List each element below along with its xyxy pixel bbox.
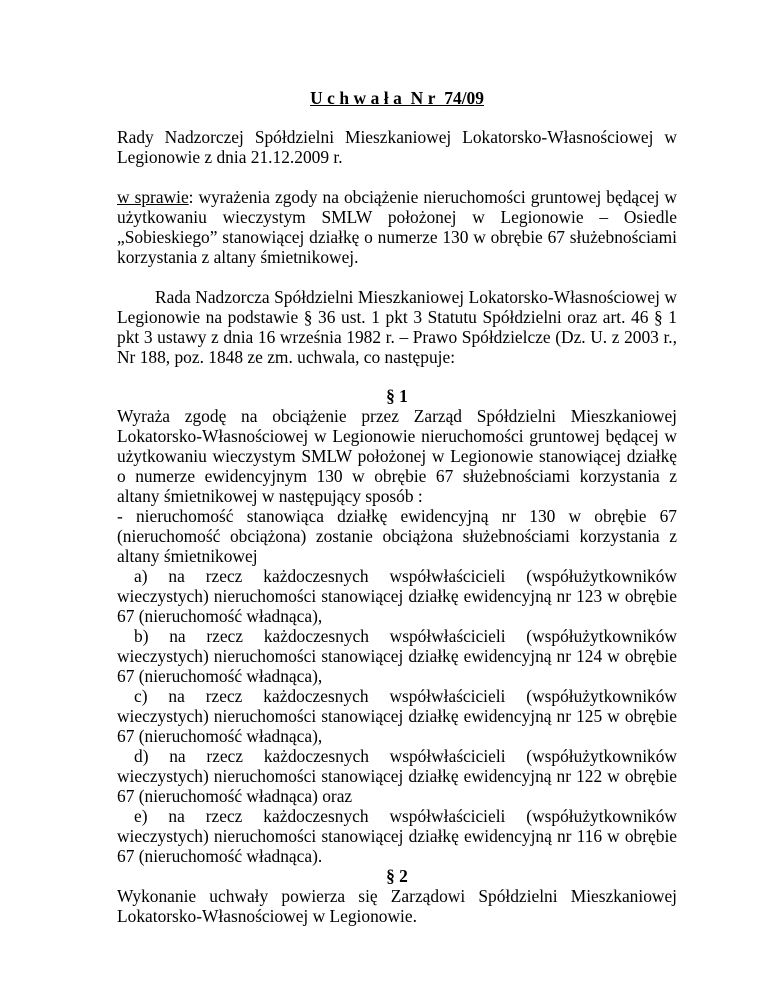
title-word: Uchwała — [310, 88, 407, 108]
list-item: c) na rzecz każdoczesnych współwłaścicieli (współużytkowników wieczystych) nieruchomości stanowiącej działkę ewidencyjną nr 125 w obrębie 67 (nieruchomość władnąca), — [117, 686, 677, 746]
resolution-title — [117, 88, 677, 108]
section-2-mark: § 2 — [386, 866, 408, 886]
document-page — [117, 88, 677, 926]
preamble-paragraph: Rada Nadzorcza Spółdzielni Mieszkaniowej Lokatorsko-Własnościowej w Legionowie na podstawie § 36 ust. 1 pkt 3 Statutu Spółdzielni oraz art. 46 § 1 pkt 3 ustawy z dnia 16 września 1982 r. – Prawo Spółdzielcze (Dz. U. z 2003 r., Nr 188, poz. 1848 ze zm. uchwala, co następuje: — [117, 287, 677, 367]
list-item: b) na rzecz każdoczesnych współwłaścicieli (współużytkowników wieczystych) nieruchomości stanowiącej działkę ewidencyjną nr 124 w obrębie 67 (nieruchomość władnąca), — [117, 626, 677, 686]
title-number: 74/09 — [444, 88, 484, 108]
title-nr: Nr — [410, 88, 440, 108]
list-item: d) na rzecz każdoczesnych współwłaścicieli (współużytkowników wieczystych) nieruchomości stanowiącej działkę ewidencyjną nr 122 w obrębie 67 (nieruchomość władnąca) oraz — [117, 746, 677, 806]
matter-lead: w sprawie — [117, 187, 189, 207]
issuer-line: Rady Nadzorczej Spółdzielni Mieszkaniowej Lokatorsko-Własnościowej w Legionowie z dnia 21.12.2009 r. — [117, 127, 677, 167]
list-item: e) na rzecz każdoczesnych współwłaścicieli (współużytkowników wieczystych) nieruchomości stanowiącej działkę ewidencyjną nr 116 w obrębie 67 (nieruchomość władnąca). — [117, 806, 677, 866]
section-1-burden: - nieruchomość stanowiąca działkę ewidencyjną nr 130 w obrębie 67 (nieruchomość obciążona) zostanie obciążona służebnościami korzystania z altany śmietnikowej — [117, 506, 677, 566]
list-item: a) na rzecz każdoczesnych współwłaścicieli (współużytkowników wieczystych) nieruchomości stanowiącej działkę ewidencyjną nr 123 w obrębie 67 (nieruchomość władnąca), — [117, 566, 677, 626]
section-1-mark: § 1 — [386, 386, 408, 406]
section-2-text: Wykonanie uchwały powierza się Zarządowi Spółdzielni Mieszkaniowej Lokatorsko-Własnościowej w Legionowie. — [117, 886, 677, 926]
matter-paragraph — [117, 187, 677, 267]
section-1-intro: Wyraża zgodę na obciążenie przez Zarząd Spółdzielni Mieszkaniowej Lokatorsko-Własnościowej w Legionowie nieruchomości gruntowej będącej w użytkowaniu wieczystym SMLW położonej w Legionowie stanowiącej działkę o numerze ewidencyjnym 130 w obrębie 67 służebnościami korzystania z altany śmietnikowej w następujący sposób : — [117, 406, 677, 506]
matter-text: : wyrażenia zgody na obciążenie nieruchomości gruntowej będącej w użytkowaniu wieczystym SMLW położonej w Legionowie – Osiedle „Sobieskiego” stanowiącej działkę o numerze 130 w obrębie 67 służebnościami korzystania z altany śmietnikowej. — [117, 187, 677, 267]
